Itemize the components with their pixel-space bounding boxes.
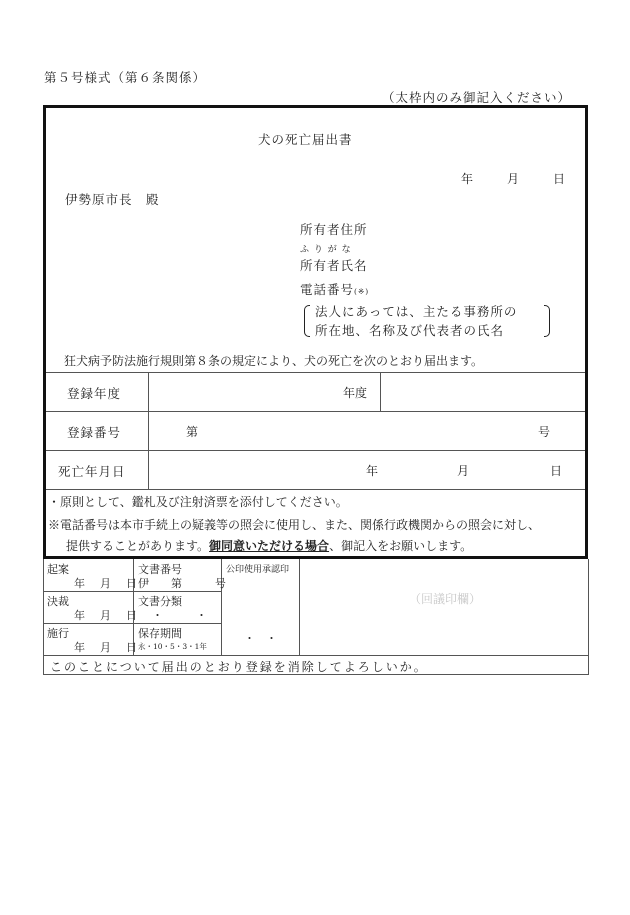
statement: 狂犬病予防法施行規則第８条の規定により、犬の死亡を次のとおり届出ます。: [64, 354, 484, 368]
enforcement-label: 施行: [47, 627, 69, 640]
registration-year-label: 登録年度: [67, 386, 122, 401]
office-line: [43, 591, 221, 592]
corporate-note-line1: 法人にあっては、主たる事務所の: [315, 304, 518, 319]
registration-year-suffix[interactable]: 年度: [343, 386, 368, 400]
retention-value: 永・10・5・3・1年: [138, 642, 207, 651]
decision-date: 年 月 日: [74, 609, 139, 622]
note-attach-tags: ・原則として、鑑札及び注射済票を添付してください。: [48, 495, 348, 509]
approval-text: このことについて届出のとおり登録を消除してよろしいか。: [50, 660, 428, 674]
death-date-year[interactable]: 年: [366, 464, 379, 478]
date-year-label[interactable]: 年: [461, 172, 474, 186]
fill-instruction: （太枠内のみ御記入ください）: [382, 90, 572, 105]
phone-label-text: 電話番号: [300, 282, 355, 297]
death-date-month[interactable]: 月: [457, 464, 470, 478]
death-date-label: 死亡年月日: [58, 464, 126, 479]
addressee: 伊勢原市長 殿: [65, 192, 160, 207]
registration-number-label: 登録番号: [67, 425, 122, 440]
death-date-day[interactable]: 日: [550, 464, 563, 478]
seal-approval-label: 公印使用承認印: [226, 565, 290, 575]
date-month-label[interactable]: 月: [507, 172, 520, 186]
registration-number-prefix[interactable]: 第: [186, 425, 199, 439]
doc-number-value: 伊 第 号: [138, 577, 226, 590]
office-line: [43, 623, 221, 624]
left-bracket: [304, 305, 310, 337]
doc-number-label: 文書番号: [138, 563, 182, 576]
phone-label: [300, 280, 369, 298]
table-line: [46, 372, 585, 373]
furigana-label: ふ り が な: [300, 245, 352, 255]
enforcement-date: 年 月 日: [74, 641, 139, 654]
note-phone-usage-line1: ※電話番号は本市手続上の疑義等の照会に使用し、また、関係行政機関からの照会に対し、: [48, 518, 541, 532]
corporate-note-line2: 所在地、名称及び代表者の氏名: [315, 323, 505, 338]
consent-emphasis: 御同意いただける場合: [209, 539, 330, 553]
note-phone-usage-line2: [66, 537, 472, 554]
table-line: [46, 450, 585, 451]
note-text: 提供することがあります。: [66, 539, 210, 553]
form-title: 犬の死亡届出書: [258, 132, 353, 147]
owner-address-label: 所有者住所: [300, 222, 368, 237]
table-line: [46, 489, 585, 490]
right-bracket: [544, 305, 550, 337]
retention-label: 保存期間: [138, 627, 182, 640]
phone-asterisk-mark: (※): [354, 287, 370, 296]
circulation-seal-area: （回議印欄）: [409, 592, 482, 606]
registration-number-suffix[interactable]: 号: [538, 425, 551, 439]
table-divider: [148, 372, 149, 489]
seal-approval-dots: ・ ・: [244, 632, 277, 645]
note-text: 、御記入をお願いします。: [329, 539, 473, 553]
draft-label: 起案: [47, 563, 69, 576]
office-divider: [221, 559, 222, 655]
office-divider: [299, 559, 300, 655]
date-day-label[interactable]: 日: [553, 172, 566, 186]
office-line: [43, 655, 588, 656]
draft-date: 年 月 日: [74, 577, 139, 590]
table-divider: [380, 372, 381, 411]
form-number: 第５号様式（第６条関係）: [44, 70, 207, 85]
doc-class-value: ・ ・: [152, 609, 207, 622]
owner-name-label: 所有者氏名: [300, 258, 368, 273]
doc-class-label: 文書分類: [138, 595, 182, 608]
decision-label: 決裁: [47, 595, 69, 608]
table-line: [46, 411, 585, 412]
